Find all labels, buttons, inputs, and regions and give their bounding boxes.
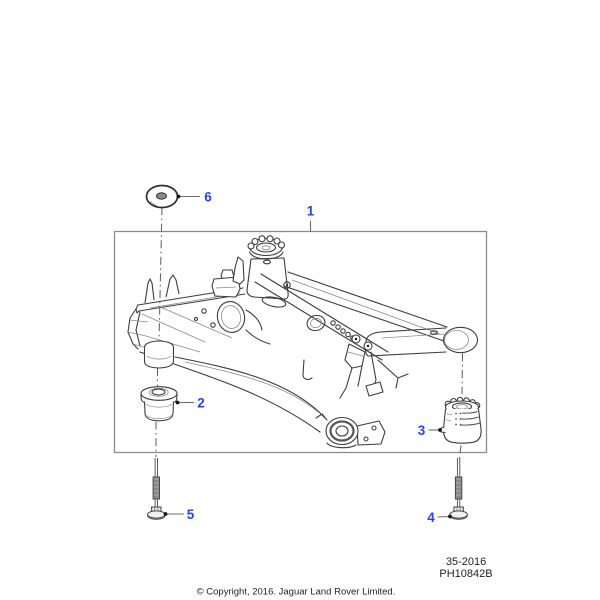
callout-6-label[interactable]: 6 [204, 189, 212, 205]
callout-4-label[interactable]: 4 [427, 510, 435, 525]
front-bolt-part-drawing[interactable] [148, 458, 166, 519]
rear-bolt-part-drawing[interactable] [450, 458, 468, 519]
rear-bushing-part-drawing[interactable] [441, 397, 482, 443]
subframe-assembly-drawing[interactable] [128, 236, 478, 448]
front-bushing-part-drawing[interactable] [141, 387, 177, 421]
figure-number: 35-2016 [445, 556, 487, 568]
callout-5-label[interactable]: 5 [186, 507, 195, 522]
callout-1-label[interactable]: 1 [306, 203, 315, 219]
sheet-number: PH10842B [439, 568, 493, 580]
callout-leaders [164, 195, 452, 519]
assembly-centerlines [156, 207, 463, 461]
copyright-line: © Copyright, 2016. Jaguar Land Rover Limited. [196, 586, 396, 598]
callout-3-label[interactable]: 3 [417, 423, 426, 438]
callout-2-label[interactable]: 2 [197, 395, 205, 411]
washer-part-drawing[interactable] [147, 186, 178, 208]
